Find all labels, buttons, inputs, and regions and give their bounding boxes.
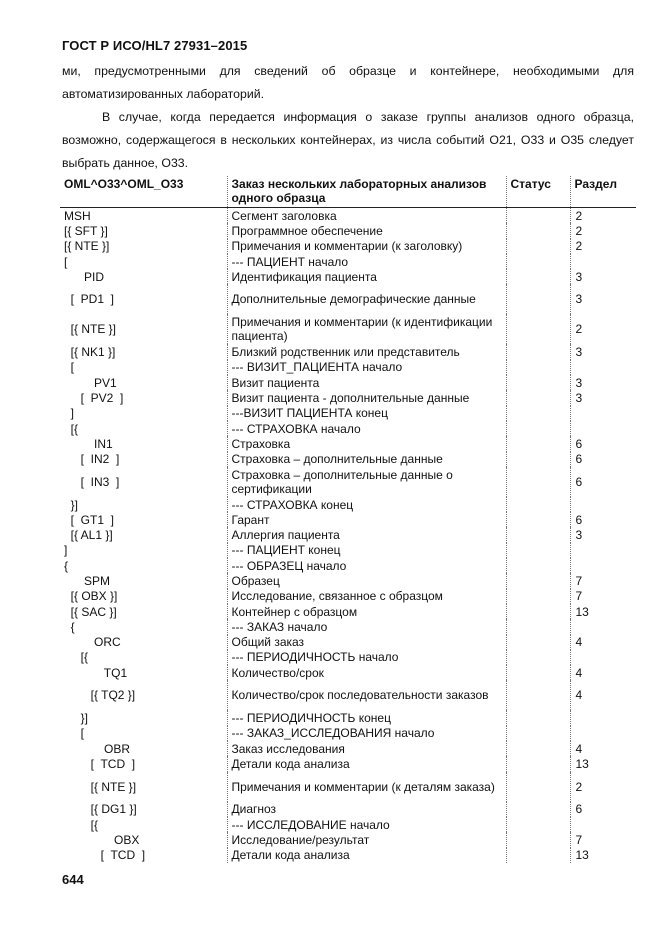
segment-code: ] (60, 406, 227, 421)
segment-section: 3 (575, 345, 583, 360)
segment-section: 7 (575, 589, 583, 604)
table-row (60, 314, 636, 344)
table-row (60, 284, 636, 314)
segment-code: [{ SAC }] (60, 604, 227, 619)
table-row (60, 223, 636, 238)
table-row (60, 254, 636, 269)
segment-status (506, 619, 570, 634)
table-row (60, 619, 636, 634)
segment-code: [{ DG1 }] (60, 802, 227, 817)
segment-status (506, 314, 570, 344)
segment-code: ] (60, 543, 227, 558)
segment-description: ---ВИЗИТ ПАЦИЕНТА конец (227, 406, 506, 421)
segment-section: 6 (575, 436, 583, 451)
segment-section (570, 543, 636, 558)
segment-status (506, 390, 570, 405)
segment-section: 3 (575, 269, 583, 284)
segment-code: PID (60, 269, 227, 284)
segment-code: IN1 (60, 436, 227, 451)
segment-status (506, 436, 570, 451)
table-row (60, 848, 636, 863)
table-row (60, 589, 636, 604)
table-row (60, 208, 636, 224)
segment-code: }] (60, 497, 227, 512)
segment-code: [ IN2 ] (60, 452, 227, 467)
segment-section: 13 (575, 848, 589, 863)
segment-code: [{ NTE }] (60, 239, 227, 254)
segment-code: [{ NK1 }] (60, 344, 227, 359)
segment-section: 4 (575, 688, 583, 703)
segment-code: }] (60, 710, 227, 725)
segment-section (570, 254, 636, 269)
segment-section (570, 710, 636, 725)
paragraph-o33-selection: В случае, когда передается информация о заказе группы анализов одного образца, возможно, содержащегося в нескольких контейнерах, из числа событий O21, O33 и O35 следует выбрать данное, O33. (62, 110, 634, 170)
segment-code: [ IN3 ] (60, 467, 227, 497)
segment-status (506, 848, 570, 863)
segment-description: Дополнительные демографические данные (227, 284, 506, 314)
segment-section: 2 (575, 208, 583, 223)
segment-description: Детали кода анализа (227, 756, 506, 771)
segment-status (506, 665, 570, 680)
segment-status (506, 375, 570, 390)
segment-status (506, 543, 570, 558)
segment-description: Программное обеспечение (227, 223, 506, 238)
segment-description: Гарант (227, 512, 506, 527)
table-row (60, 452, 636, 467)
segment-status (506, 680, 570, 710)
table-row (60, 406, 636, 421)
segment-status (506, 406, 570, 421)
segment-status (506, 710, 570, 725)
segment-section: 4 (575, 741, 583, 756)
segment-description: --- ПАЦИЕНТ начало (227, 254, 506, 269)
table-row (60, 512, 636, 527)
segment-description: --- ИССЛЕДОВАНИЕ начало (227, 817, 506, 832)
segment-code: [ PV2 ] (60, 390, 227, 405)
segment-code: { (60, 619, 227, 634)
segment-section: 2 (575, 779, 583, 794)
segment-status (506, 497, 570, 512)
table-row (60, 390, 636, 405)
table-row (60, 604, 636, 619)
table-row (60, 650, 636, 665)
segment-status (506, 269, 570, 284)
segment-description: Визит пациента (227, 375, 506, 390)
segment-code: [ (60, 726, 227, 741)
segment-section (570, 421, 636, 436)
segment-code: ORC (60, 635, 227, 650)
segment-description: Диагноз (227, 802, 506, 817)
segment-description: --- ЗАКАЗ начало (227, 619, 506, 634)
segment-description: Страховка (227, 436, 506, 451)
segment-status (506, 573, 570, 588)
segment-description: Примечания и комментарии (к заголовку) (227, 239, 506, 254)
table-row (60, 756, 636, 771)
segment-code: SPM (60, 573, 227, 588)
header-section: Раздел (570, 176, 636, 208)
segment-section (570, 650, 636, 665)
segment-section (570, 817, 636, 832)
standard-header: ГОСТ Р ИСО/HL7 27931–2015 (62, 38, 248, 53)
segment-description: --- СТРАХОВКА начало (227, 421, 506, 436)
segment-status (506, 832, 570, 847)
table-row (60, 527, 636, 542)
segment-description: Аллергия пациента (227, 527, 506, 542)
segment-status (506, 421, 570, 436)
segment-description: Контейнер с образцом (227, 604, 506, 619)
segment-section (570, 726, 636, 741)
segment-section (570, 360, 636, 375)
segment-code: TQ1 (60, 665, 227, 680)
table-row (60, 239, 636, 254)
segment-code: [ (60, 360, 227, 375)
segment-status (506, 452, 570, 467)
segment-section: 3 (575, 375, 583, 390)
segment-status (506, 208, 570, 224)
table-row (60, 741, 636, 756)
segment-description: Близкий родственник или представитель (227, 344, 506, 359)
segment-description: Исследование/результат (227, 832, 506, 847)
table-row (60, 421, 636, 436)
segment-description: Образец (227, 573, 506, 588)
segment-status (506, 589, 570, 604)
segment-status (506, 756, 570, 771)
segment-code: [ GT1 ] (60, 512, 227, 527)
segment-description: Детали кода анализа (227, 848, 506, 863)
segment-status (506, 772, 570, 802)
segment-code: [{ SFT }] (60, 223, 227, 238)
segment-section: 2 (575, 322, 583, 337)
table-row (60, 665, 636, 680)
table-header-row (60, 176, 636, 208)
segment-description: Примечания и комментарии (к деталям заказа) (227, 772, 506, 802)
table-row (60, 375, 636, 390)
header-description: Заказ нескольких лабораторных анализов одного образца (227, 176, 506, 208)
segment-section: 3 (575, 391, 583, 406)
segment-section: 3 (575, 292, 583, 307)
segment-status (506, 817, 570, 832)
table-row (60, 573, 636, 588)
segment-section (570, 406, 636, 421)
table-row (60, 817, 636, 832)
table-row (60, 558, 636, 573)
segment-section (570, 619, 636, 634)
segment-section: 6 (575, 512, 583, 527)
table-row (60, 436, 636, 451)
table-row (60, 832, 636, 847)
segment-section: 6 (575, 452, 583, 467)
segment-code: [{ NTE }] (60, 772, 227, 802)
segment-description: Визит пациента - дополнительные данные (227, 390, 506, 405)
segment-description: Примечания и комментарии (к идентификации пациента) (227, 314, 506, 344)
segment-section: 13 (575, 756, 589, 771)
segment-section (570, 497, 636, 512)
segment-description: Количество/срок (227, 665, 506, 680)
segment-code: [ (60, 254, 227, 269)
segment-status (506, 726, 570, 741)
segment-code: MSH (60, 208, 227, 224)
segment-description: Сегмент заголовка (227, 208, 506, 224)
segment-code: [{ (60, 817, 227, 832)
table-row (60, 344, 636, 359)
segment-status (506, 239, 570, 254)
segment-section: 6 (575, 474, 583, 489)
segment-code: { (60, 558, 227, 573)
segment-description: Исследование, связанное с образцом (227, 589, 506, 604)
segment-section: 4 (575, 635, 583, 650)
segment-status (506, 360, 570, 375)
segment-status (506, 223, 570, 238)
table-row (60, 543, 636, 558)
segment-status (506, 802, 570, 817)
segment-code: [{ (60, 421, 227, 436)
segment-section: 6 (575, 802, 583, 817)
header-status: Статус (506, 176, 570, 208)
segment-code: [{ AL1 }] (60, 527, 227, 542)
segment-status (506, 741, 570, 756)
segment-section (570, 558, 636, 573)
segment-status (506, 527, 570, 542)
segment-description: --- ЗАКАЗ_ИССЛЕДОВАНИЯ начало (227, 726, 506, 741)
segment-code: [ TCD ] (60, 756, 227, 771)
segment-description: Страховка – дополнительные данные о сертификации (227, 467, 506, 497)
segment-description: --- ПЕРИОДИЧНОСТЬ конец (227, 710, 506, 725)
segment-description: Страховка – дополнительные данные (227, 452, 506, 467)
segment-status (506, 254, 570, 269)
table-row (60, 497, 636, 512)
segment-code: OBR (60, 741, 227, 756)
segment-section: 7 (575, 832, 583, 847)
segment-status (506, 558, 570, 573)
segment-status (506, 635, 570, 650)
segment-code: [ PD1 ] (60, 284, 227, 314)
segment-section: 2 (575, 223, 583, 238)
table-body (60, 208, 636, 863)
segment-code: [{ TQ2 }] (60, 680, 227, 710)
header-message-code: OML^O33^OML_O33 (60, 176, 227, 208)
table-row (60, 772, 636, 802)
segment-description: --- ОБРАЗЕЦ начало (227, 558, 506, 573)
segment-description: Общий заказ (227, 635, 506, 650)
paragraph-continuation: ми, предусмотренными для сведений об образце и контейнере, необходимыми для автоматизированных лабораторий. (62, 64, 634, 101)
table-row (60, 710, 636, 725)
segment-description: --- ПАЦИЕНТ конец (227, 543, 506, 558)
segment-description: --- ПЕРИОДИЧНОСТЬ начало (227, 650, 506, 665)
segment-status (506, 284, 570, 314)
segment-description: Количество/срок последовательности заказов (227, 680, 506, 710)
table-row (60, 802, 636, 817)
table-row (60, 360, 636, 375)
table-row (60, 726, 636, 741)
table-row (60, 635, 636, 650)
segment-code: [{ (60, 650, 227, 665)
segment-code: [{ NTE }] (60, 314, 227, 344)
segment-status (506, 467, 570, 497)
segment-section: 13 (575, 604, 589, 619)
segment-status (506, 604, 570, 619)
segment-status (506, 650, 570, 665)
table-row (60, 680, 636, 710)
segment-section: 4 (575, 665, 583, 680)
segment-description: --- ВИЗИТ_ПАЦИЕНТА начало (227, 360, 506, 375)
segment-status (506, 344, 570, 359)
segment-code: PV1 (60, 375, 227, 390)
table-row (60, 467, 636, 497)
segment-description: --- СТРАХОВКА конец (227, 497, 506, 512)
segment-description: Идентификация пациента (227, 269, 506, 284)
message-structure-table (60, 176, 636, 863)
table-row (60, 269, 636, 284)
segment-description: Заказ исследования (227, 741, 506, 756)
segment-status (506, 512, 570, 527)
page-number: 644 (62, 872, 84, 887)
segment-code: [ TCD ] (60, 848, 227, 863)
segment-section: 7 (575, 573, 583, 588)
segment-code: OBX (60, 832, 227, 847)
segment-section: 3 (575, 528, 583, 543)
segment-code: [{ OBX }] (60, 589, 227, 604)
segment-section: 2 (575, 239, 583, 254)
